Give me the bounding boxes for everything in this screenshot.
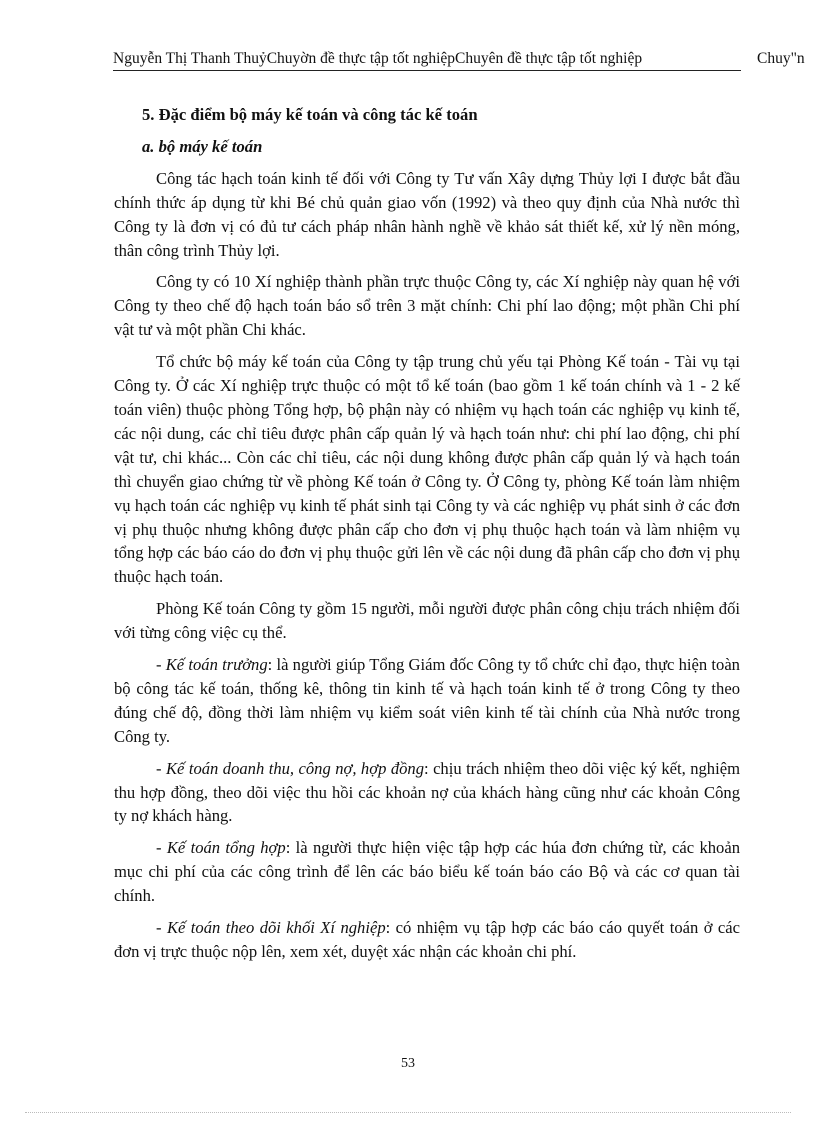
paragraph: Phòng Kế toán Công ty gồm 15 người, mỗi người được phân công chịu trách nhiệm đối với từng công việc cụ thể. <box>114 599 740 643</box>
header-rule <box>113 70 741 71</box>
role-item-enterprise-accountant <box>114 916 740 964</box>
page-bottom-divider <box>25 1112 791 1113</box>
paragraph: Tổ chức bộ máy kế toán của Công ty tập trung chủ yếu tại Phòng Kế toán - Tài vụ tại Công ty. Ở các Xí nghiệp trực thuộc có một tổ kế toán (bao gồm 1 kế toán chính và 1 - 2 kế toán viên) thuộc phòng Tổng hợp, bộ phận này có nhiệm vụ hạch toán các nghiệp vụ kinh tế, các nội dung, các chỉ tiêu được phân cấp quản lý và hạch toán như: chi phí lao động, chi phí vật tư, chi khác... Còn các chỉ tiêu, các nội dung không được phân cấp quản lý và hạch toán thì chuyển giao chứng từ về phòng Kế toán ở Công ty. Ở Công ty, phòng Kế toán làm nhiệm vụ hạch toán các nghiệp vụ kinh tế phát sinh tại Công ty và các nghiệp vụ phát sinh ở các đơn vị phụ thuộc nhưng không được phân cấp cho đơn vị phụ thuộc hạch toán và làm nhiệm vụ tổng hợp các báo cáo do đơn vị phụ thuộc gửi lên về các nội dung đã phân cấp cho đơn vị phụ thuộc hạch toán. <box>114 352 740 587</box>
role-text: : có nhiệm vụ tập hợp các báo cáo quyết toán ở các đơn vị trực thuộc nộp lên, xem xét, duyệt xác nhận các khoản chi phí. <box>114 918 740 961</box>
role-term: - Kế toán doanh thu, công nợ, hợp đồng <box>156 758 425 778</box>
section-subheading: a. bộ máy kế toán <box>142 136 263 156</box>
role-text: : là người thực hiện việc tập hợp các húa đơn chứng từ, các khoản mục chi phí của các công trình để lên các báo biểu kế toán báo cáo Bộ và các cơ quan tài chính. <box>114 838 740 906</box>
paragraph: Công ty có 10 Xí nghiệp thành phần trực thuộc Công ty, các Xí nghiệp này quan hệ với Công ty theo chế độ hạch toán báo sổ trên 3 mặt chính: Chi phí lao động; một phần Chi phí vật tư và một phần Chi khác. <box>114 272 740 340</box>
role-text: : chịu trách nhiệm theo dõi việc ký kết, nghiệm thu hợp đồng, theo dõi việc thu hồi các khoản nợ của khách hàng cũng như các khoản Công ty nợ khách hàng. <box>114 758 740 826</box>
role-term: - Kế toán trưởng <box>156 655 268 675</box>
role-text: : là người giúp Tổng Giám đốc Công ty tổ chức chỉ đạo, thực hiện toàn bộ công tác kế toán, thống kê, thông tin kinh tế và hạch toán kinh tế ở trong Công ty theo đúng chế độ, đồng thời làm nhiệm vụ kiểm soát viên kinh tế tài chính của Nhà nước trong Công ty. <box>114 655 740 746</box>
document-body <box>114 103 740 972</box>
role-item-general-accountant <box>114 836 740 908</box>
header-right-text: Chuy"n <box>757 50 805 67</box>
page-header <box>113 46 810 72</box>
role-item-chief-accountant <box>114 653 740 749</box>
role-item-revenue-accountant <box>114 757 740 829</box>
paragraph: Công tác hạch toán kinh tế đối với Công ty Tư vấn Xây dựng Thủy lợi I được bắt đầu chính thức áp dụng từ khi Bé chủ quản giao vốn (1992) và theo quy định của Nhà nước thì Công ty là đơn vị có đủ tư cách pháp nhân hành nghề về khảo sát thiết kế, xử lý nền móng, thân công trình Thủy lợi. <box>114 168 740 260</box>
role-term: - Kế toán theo dõi khối Xí nghiệp <box>156 918 386 938</box>
section-heading: 5. Đặc điểm bộ máy kế toán và công tác kế toán <box>142 105 478 124</box>
header-title: Nguyễn Thị Thanh ThuỷChuyờn đề thực tập tốt nghiệpChuyên đề thực tập tốt nghiệp <box>113 50 643 67</box>
page-number: 53 <box>401 1056 415 1071</box>
role-term: - Kế toán tổng hợp <box>156 838 286 858</box>
